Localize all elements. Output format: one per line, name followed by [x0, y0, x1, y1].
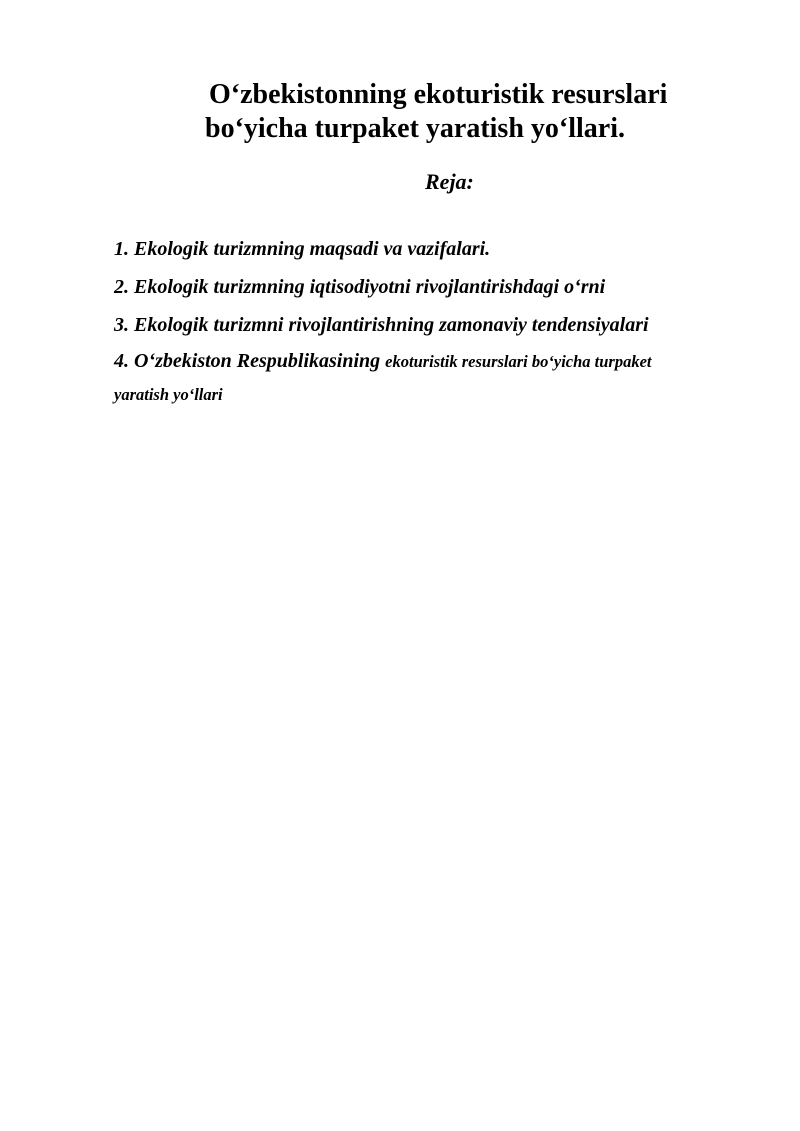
plan-item-4	[114, 349, 652, 374]
plan-item-2: 2. Ekologik turizmning iqtisodiyotni rivojlantirishdagi o‘rni	[114, 276, 606, 298]
plan-item-4-tail: ekoturistik resurslari bo‘yicha turpaket	[385, 352, 652, 371]
plan-item-3: 3. Ekologik turizmni rivojlantirishning zamonaviy tendensiyalari	[114, 314, 649, 336]
title-line-1: O‘zbekistonning ekoturistik resurslari	[209, 79, 668, 110]
title-line-2: bo‘yicha turpaket yaratish yo‘llari.	[205, 113, 625, 144]
plan-item-1: 1. Ekologik turizmning maqsadi va vazifalari.	[114, 238, 491, 260]
plan-item-4-continuation: yaratish yo‘llari	[114, 385, 223, 404]
plan-heading: Reja:	[425, 169, 474, 194]
plan-item-4-lead: 4. O‘zbekiston Respublikasining	[114, 350, 386, 372]
document-title	[205, 78, 745, 146]
